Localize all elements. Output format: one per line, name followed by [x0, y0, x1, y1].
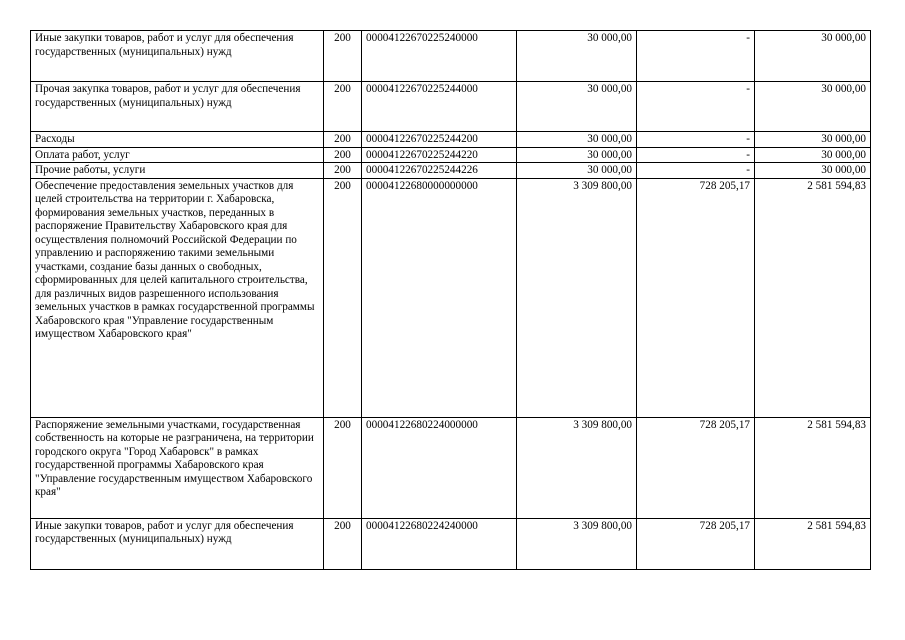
table-row [31, 82, 871, 132]
row-approved: 30 000,00 [517, 82, 637, 132]
row-kbk: 00004122680224000000 [362, 417, 517, 518]
row-kbk: 00004122670225240000 [362, 31, 517, 82]
row-executed: - [637, 147, 755, 163]
row-executed: 728 205,17 [637, 518, 755, 569]
row-name-cell [31, 147, 324, 163]
row-code: 200 [324, 518, 362, 569]
table-row [31, 132, 871, 148]
row-name: Обеспечение предоставления земельных участков для целей строительства на территории г. Хабаровска, формирования земельных участков, переданных в распоряжение Правительству Хабаровского края для осуществления полномочий Российской Федерации по управлению и распоряжению такими земельными участками, создание базы данных о свободных, сформированных для целей капитального строительства, для различных видов разрешенного использования земельных участков в рамках государственной программы Хабаровского края "Управление государственным имуществом Хабаровского края" [35, 179, 315, 340]
row-code: 200 [324, 417, 362, 518]
row-code: 200 [324, 163, 362, 179]
table-row [31, 31, 871, 82]
row-name: Оплата работ, услуг [35, 148, 130, 161]
table-row [31, 417, 871, 518]
row-name: Прочие работы, услуги [35, 164, 146, 176]
row-code: 200 [324, 31, 362, 82]
row-code: 200 [324, 147, 362, 163]
row-kbk: 00004122670225244220 [362, 147, 517, 163]
row-code: 200 [324, 82, 362, 132]
row-name: Распоряжение земельными участками, государственная собственность на которые не разграничена, на территории городского округа "Город Хабаровск" в рамках государственной программы Хабаровского края "Управление государственным имуществом Хабаровского края" [35, 418, 314, 498]
row-remaining: 2 581 594,83 [755, 518, 871, 569]
row-kbk: 00004122670225244226 [362, 163, 517, 179]
row-name-cell [31, 518, 324, 569]
budget-execution-table [30, 30, 871, 570]
row-approved: 3 309 800,00 [517, 417, 637, 518]
row-remaining: 30 000,00 [755, 82, 871, 132]
row-name-cell [31, 417, 324, 518]
row-code: 200 [324, 178, 362, 417]
row-executed: 728 205,17 [637, 417, 755, 518]
row-name-cell [31, 31, 324, 82]
row-kbk: 00004122680224240000 [362, 518, 517, 569]
row-executed: - [637, 132, 755, 148]
row-name-cell [31, 132, 324, 148]
row-executed: - [637, 163, 755, 179]
row-code: 200 [324, 132, 362, 148]
row-remaining: 30 000,00 [755, 31, 871, 82]
row-remaining: 2 581 594,83 [755, 417, 871, 518]
table-row [31, 163, 871, 179]
row-name-cell [31, 163, 324, 179]
row-remaining: 30 000,00 [755, 132, 871, 148]
row-executed: 728 205,17 [637, 178, 755, 417]
row-remaining: 30 000,00 [755, 147, 871, 163]
row-remaining: 2 581 594,83 [755, 178, 871, 417]
row-name: Иные закупки товаров, работ и услуг для обеспечения государственных (муниципальных) нужд [35, 32, 294, 58]
row-approved: 30 000,00 [517, 31, 637, 82]
table-row [31, 518, 871, 569]
row-approved: 3 309 800,00 [517, 518, 637, 569]
table-row [31, 178, 871, 417]
row-executed: - [637, 82, 755, 132]
row-kbk: 00004122680000000000 [362, 178, 517, 417]
row-name-cell [31, 178, 324, 417]
row-approved: 30 000,00 [517, 132, 637, 148]
row-name-cell [31, 82, 324, 132]
row-name: Иные закупки товаров, работ и услуг для обеспечения государственных (муниципальных) нужд [35, 519, 294, 545]
row-approved: 30 000,00 [517, 147, 637, 163]
row-executed: - [637, 31, 755, 82]
row-kbk: 00004122670225244200 [362, 132, 517, 148]
row-kbk: 00004122670225244000 [362, 82, 517, 132]
row-remaining: 30 000,00 [755, 163, 871, 179]
row-name: Расходы [35, 133, 75, 145]
row-approved: 3 309 800,00 [517, 178, 637, 417]
row-name: Прочая закупка товаров, работ и услуг для обеспечения государственных (муниципальных) нужд [35, 83, 301, 109]
row-approved: 30 000,00 [517, 163, 637, 179]
table-row [31, 147, 871, 163]
